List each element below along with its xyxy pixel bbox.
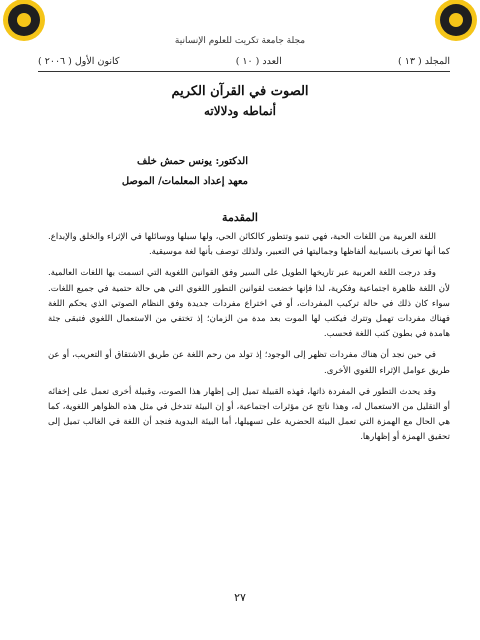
body-text (48, 230, 450, 452)
watermark-center (449, 13, 463, 27)
article-subtitle: أنماطه ودلالاته (203, 104, 277, 118)
page-number: ٢٧ (234, 591, 246, 604)
journal-name: مجلة جامعة تكريت للعلوم الإنسانية (174, 36, 306, 46)
article-title: الصوت في القرآن الكريم (171, 84, 309, 99)
volume-label: المجلد ( ١٣ ) (398, 56, 450, 67)
paragraph: اللغة العربية من اللغات الحية، فهي تنمو وتتطور كالكائن الحي، ولها سبلها ووسائلها في الإثراء والخلق والإبداع. كما أنها تعرف بانسيابية ألفاظها وجماليتها في التعبير، ولذلك توصف بأنها لغة موسيقية. (48, 232, 450, 258)
journal-meta (38, 56, 450, 67)
author-name: الدكتور: يونس حمش خلف (136, 156, 248, 167)
issue-label: العدد ( ١٠ ) (235, 56, 282, 67)
author-affiliation: معهد إعداد المعلمات/ الموصل (121, 176, 248, 187)
watermark-center (17, 13, 31, 27)
paragraph: وقد يحدث التطور في المفردة ذاتها، فهذه القبيلة تميل إلى إظهار هذا الصوت، وقبيلة أخرى تعمل على إخفائه أو التقليل من الاستعمال له، وهذا ناتج عن مؤثرات اجتماعية، أو إن البيئة تتدخل في مثل هذه الظواهر اللغوية، كما هي الحال مع الهمزة التي تعمل البيئة الحضرية على تسهيلها، أما البيئة البدوية فنجد أن اللغة في الغالب تميل إلى تحقيق الهمزة أو إظهارها. (48, 386, 450, 443)
section-heading: المقدمة (222, 211, 258, 224)
header-divider (38, 71, 450, 72)
author-block (28, 152, 248, 192)
site-watermark-right (420, 0, 480, 60)
paragraph: وقد درجت اللغة العربية عبر تاريخها الطويل على السير وفق القوانين اللغوية التي اتسمت بها اللغات العالمية. لأن اللغة ظاهرة اجتماعية وفكرية، لذا فإنها خضعت لقوانين التطور اللغوي التي هي حالة حتمية في جميع اللغات. سواء كان ذلك في حالة تركيب المفردات، أو في اختراع مفردات جديدة وفق النظام الصوتي الذي يحكم اللغة فهناك مفردات تهمل وتترك فيكتب لها الموت بعد مدة من الزمان؛ إذ تختفي من الاستعمال اللغوي فتبقى جثة هامدة في بطون كتب اللغة فحسب. (48, 268, 450, 340)
date-label: كانون الأول ( ٢٠٠٦ ) (38, 56, 120, 67)
site-watermark-left (0, 0, 60, 60)
paragraph: في حين نجد أن هناك مفردات تظهر إلى الوجود؛ إذ تولد من رحم اللغة عن طريق الاشتقاق أو التعريب، أو عن طريق عوامل الإثراء اللغوي الأخرى. (48, 350, 450, 376)
